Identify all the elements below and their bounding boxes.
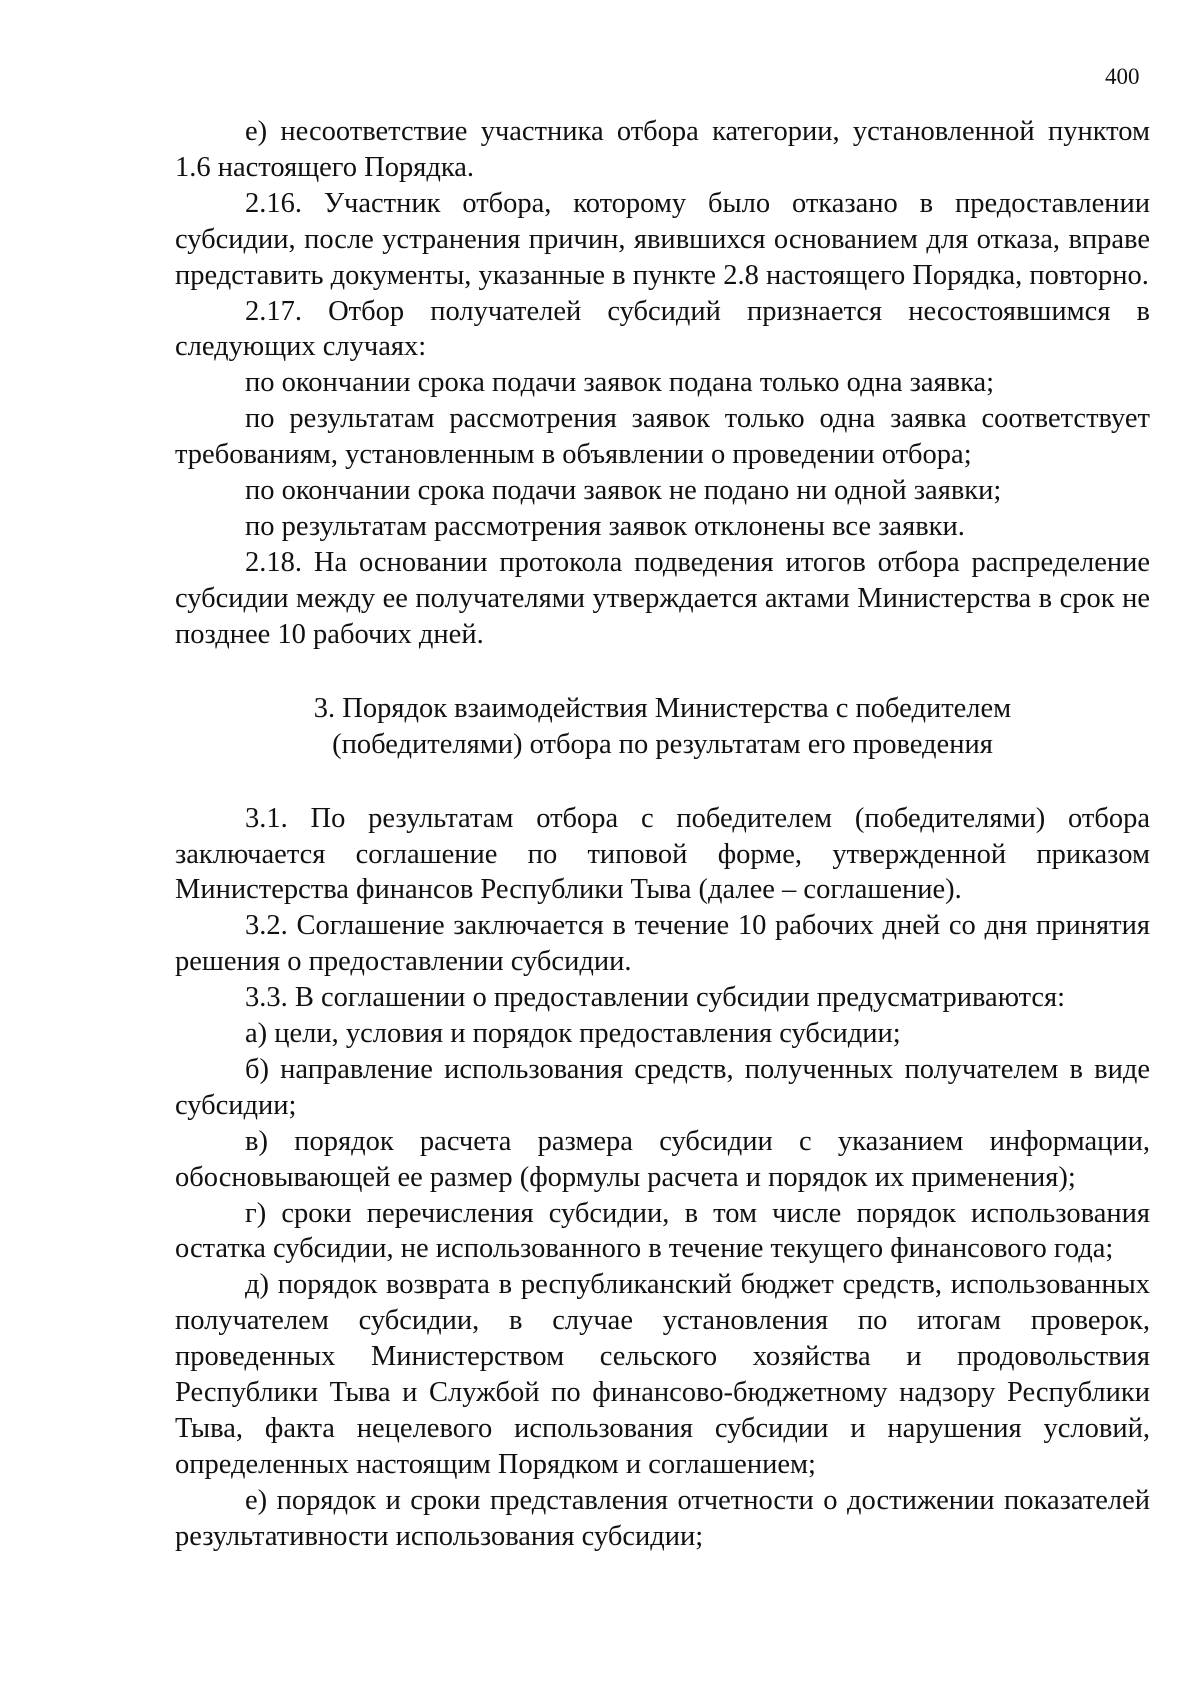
page-number: 400 xyxy=(1105,64,1140,89)
agreement-item-v: в) порядок расчета размера субсидии с указанием информации, обосновывающей ее размер (формулы расчета и порядок их применения); xyxy=(175,1125,1150,1193)
failed-selection-case-2: по результатам рассмотрения заявок только одна заявка соответствует требованиям, установленным в объявлении о проведении отбора; xyxy=(175,403,1150,471)
paragraph-3-3: 3.3. В соглашении о предоставлении субсидии предусматриваются: xyxy=(245,982,1066,1014)
section-3-heading xyxy=(175,691,1150,763)
paragraph-item-e-section2: е) несоответствие участника отбора категории, установленной пунктом 1.6 настоящего Порядка. xyxy=(175,116,1150,183)
agreement-item-a: а) цели, условия и порядок предоставления субсидии; xyxy=(245,1018,901,1050)
agreement-item-g: г) сроки перечисления субсидии, в том числе порядок использования остатка субсидии, не использованного в течение текущего финансового года; xyxy=(175,1197,1150,1265)
document-body xyxy=(175,114,1150,1555)
agreement-item-d: д) порядок возврата в республиканский бюджет средств, использованных получателем субсидии, в случае установления по итогам проверок, проведенных Министерством сельского хозяйства и продовольствия Республики Тыва и Службой по финансово-бюджетному надзору Республики Тыва, факта нецелевого использования субсидии и нарушения условий, определенных настоящим Порядком и соглашением; xyxy=(175,1269,1150,1480)
paragraph-2-17: 2.17. Отбор получателей субсидий признается несостоявшимся в следующих случаях: xyxy=(175,295,1150,363)
paragraph-2-18: 2.18. На основании протокола подведения итогов отбора распределение субсидии между ее получателями утверждается актами Министерства в срок не позднее 10 рабочих дней. xyxy=(175,546,1150,650)
paragraph-2-16: 2.16. Участник отбора, которому было отказано в предоставлении субсидии, после устранения причин, явившихся основанием для отказа, вправе представить документы, указанные в пункте 2.8 настоящего Порядка, повторно. xyxy=(175,187,1150,291)
failed-selection-case-4: по результатам рассмотрения заявок отклонены все заявки. xyxy=(245,510,965,542)
failed-selection-case-1: по окончании срока подачи заявок подана только одна заявка; xyxy=(245,367,995,399)
failed-selection-case-3: по окончании срока подачи заявок не подано ни одной заявки; xyxy=(245,475,1002,507)
paragraph-3-1: 3.1. По результатам отбора с победителем (победителями) отбора заключается соглашение по типовой форме, утвержденной приказом Министерства финансов Республики Тыва (далее – соглашение). xyxy=(175,802,1150,906)
section-3-heading-line-1: 3. Порядок взаимодействия Министерства с победителем xyxy=(313,692,1012,724)
section-3-heading-line-2: (победителями) отбора по результатам его проведения xyxy=(332,728,993,760)
agreement-item-e: е) порядок и сроки представления отчетности о достижении показателей результативности использования субсидии; xyxy=(175,1484,1150,1552)
section-3-body xyxy=(175,801,1150,1555)
agreement-item-b: б) направление использования средств, полученных получателем в виде субсидии; xyxy=(175,1053,1150,1121)
paragraph-3-2: 3.2. Соглашение заключается в течение 10 рабочих дней со дня принятия решения о предоставлении субсидии. xyxy=(175,910,1150,978)
